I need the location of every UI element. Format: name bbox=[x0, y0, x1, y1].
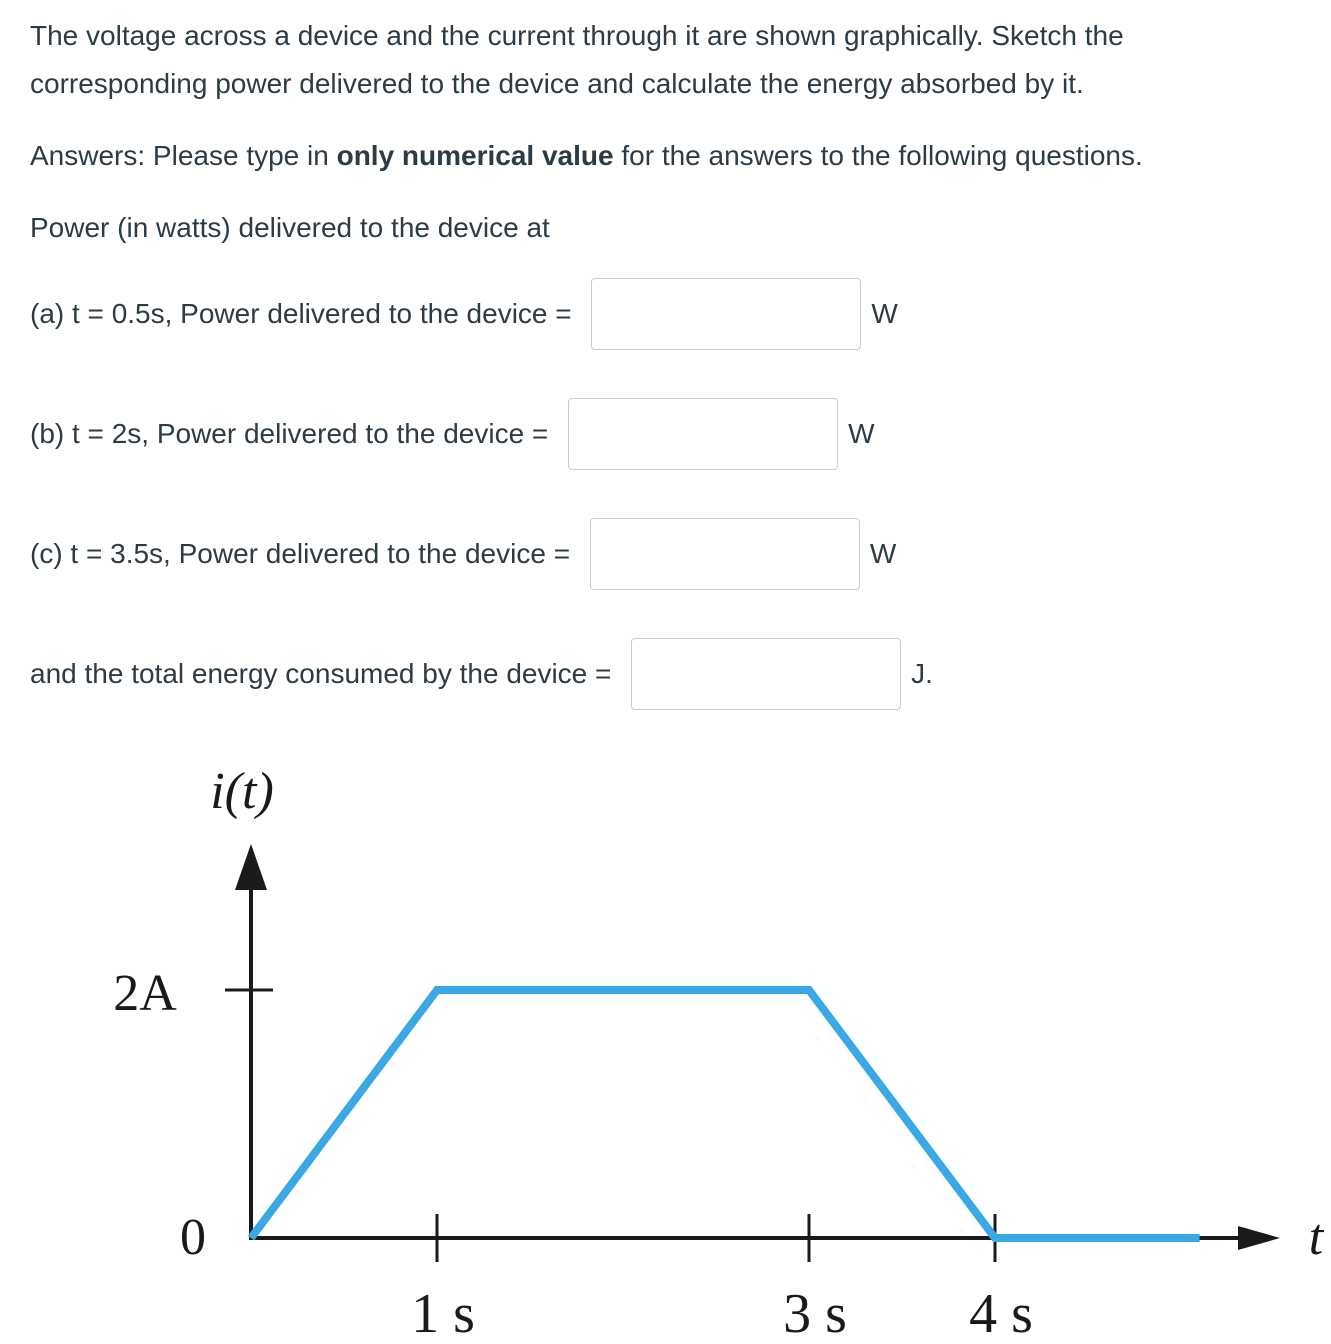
power-at-heading: Power (in watts) delivered to the device at bbox=[30, 212, 550, 243]
energy-input[interactable] bbox=[631, 638, 901, 710]
x-tick-label-3s: 3 s bbox=[783, 1283, 847, 1344]
power-a-unit: W bbox=[871, 298, 898, 329]
question-intro: The voltage across a device and the current through it are shown graphically. Sketch the corresponding power delivered to the device and calculate the energy absorbed by it. bbox=[30, 20, 1124, 99]
y-tick-label-2a: 2A bbox=[113, 965, 177, 1022]
power-c-input[interactable] bbox=[590, 518, 860, 590]
x-tick-label-1s: 1 s bbox=[411, 1283, 475, 1344]
chart-series bbox=[251, 990, 1200, 1238]
y-tick-label-0: 0 bbox=[180, 1209, 206, 1266]
chart-labels bbox=[113, 763, 1325, 1344]
answers-instruction bbox=[30, 132, 1143, 180]
current-chart bbox=[0, 740, 1331, 1344]
y-axis-label: i(t) bbox=[210, 763, 274, 820]
power-b-input[interactable] bbox=[568, 398, 838, 470]
question-a-label: (a) t = 0.5s, Power delivered to the device = bbox=[30, 298, 580, 329]
question-b bbox=[30, 398, 875, 470]
x-axis-arrow bbox=[1238, 1226, 1280, 1250]
energy-unit: J. bbox=[911, 658, 933, 689]
answers-bold: only numerical value bbox=[336, 140, 614, 171]
current-series-line bbox=[251, 990, 1200, 1238]
x-tick-label-4s: 4 s bbox=[969, 1283, 1033, 1344]
question-b-label: (b) t = 2s, Power delivered to the device = bbox=[30, 418, 557, 449]
y-axis-arrow bbox=[235, 844, 267, 890]
answers-prefix: Answers: Please type in bbox=[30, 140, 337, 171]
question-c bbox=[30, 518, 896, 590]
power-c-unit: W bbox=[869, 538, 897, 569]
x-axis-label: t bbox=[1308, 1209, 1324, 1266]
question-energy bbox=[30, 638, 933, 710]
question-a bbox=[30, 278, 898, 350]
energy-label: and the total energy consumed by the device = bbox=[30, 658, 620, 689]
power-b-unit: W bbox=[848, 418, 875, 449]
power-a-input[interactable] bbox=[591, 278, 861, 350]
answers-suffix: for the answers to the following questions. bbox=[613, 140, 1143, 171]
chart-ticks bbox=[225, 990, 995, 1262]
question-c-label: (c) t = 3.5s, Power delivered to the device = bbox=[30, 538, 578, 569]
